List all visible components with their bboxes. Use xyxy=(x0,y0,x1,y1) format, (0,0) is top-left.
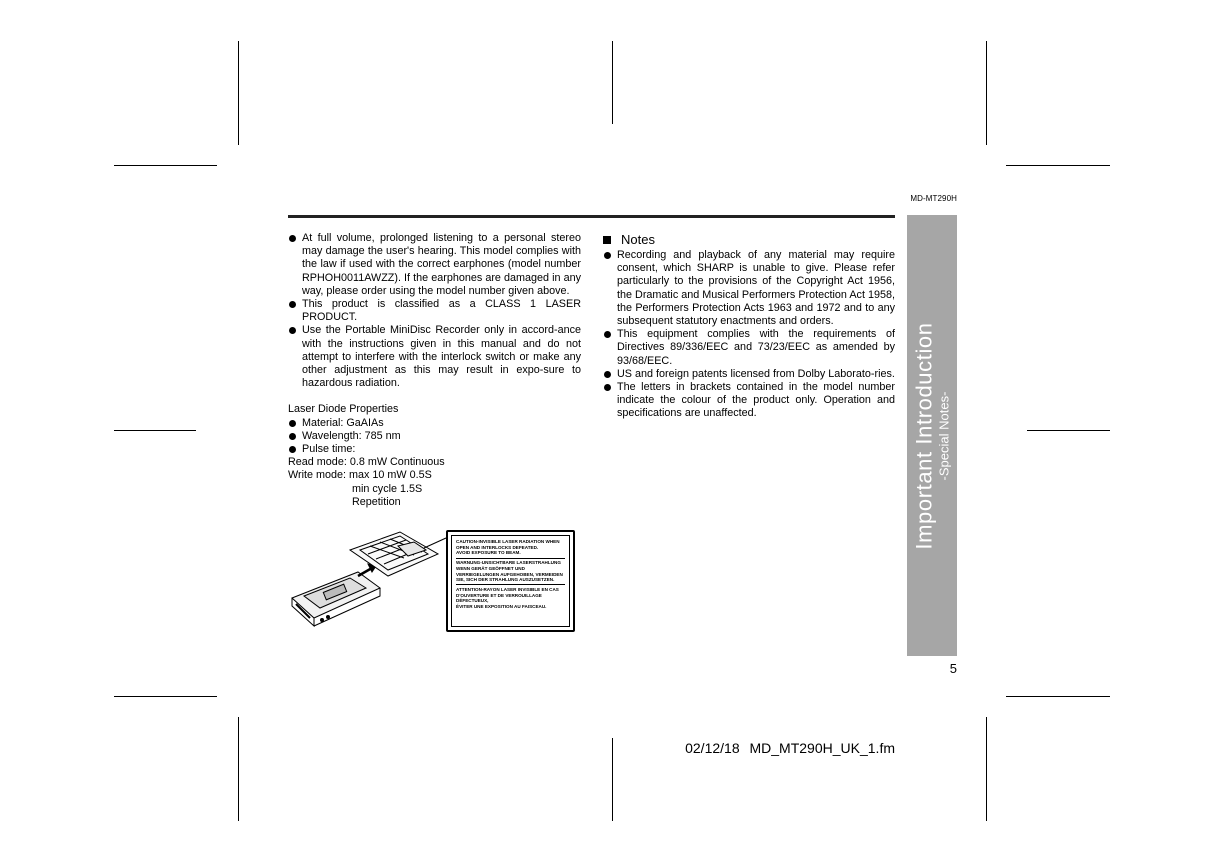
write-mode: Write mode: max 10 mW 0.5S xyxy=(288,469,432,482)
list-item: The letters in brackets contained in the model number indicate the colour of the product only. Operation and specifications are unaffected. xyxy=(603,381,895,421)
crop-mark xyxy=(114,430,196,431)
section-sidebar xyxy=(907,215,957,656)
notes-list xyxy=(603,249,895,421)
left-column xyxy=(288,232,581,509)
crop-mark xyxy=(114,165,217,166)
crop-mark xyxy=(1006,165,1110,166)
list-item: Use the Portable MiniDisc Recorder only in accord-ance with the instructions given in this manual and do not attempt to interfere with the interlock switch or make any other adjustment as this may result in expo-sure to hazardous radiation. xyxy=(288,324,581,390)
list-item: At full volume, prolonged listening to a personal stereo may damage the user's hearing. This model complies with the law if used with the correct earphones (model number RPHOH0011AWZZ). If the earphones are damaged in any way, please order using the model number given above. xyxy=(288,232,581,298)
crop-mark xyxy=(1006,696,1110,697)
list-item: Wavelength: 785 nm xyxy=(288,430,581,443)
list-item: This product is classified as a CLASS 1 LASER PRODUCT. xyxy=(288,298,581,324)
laser-properties-list xyxy=(288,417,581,457)
sidebar-subtitle: -Special Notes- xyxy=(936,391,952,480)
crop-mark xyxy=(612,41,613,124)
list-item: US and foreign patents licensed from Dolby Laborato-ries. xyxy=(603,368,895,381)
crop-mark xyxy=(986,41,987,145)
caution-german: WARNUNG-UNSICHTBARE LASERSTRAHLUNG WENN GERÄT GEÖFFNET UND VERRIEGELUNGEN AUFGEHOBEN, VERMEIDEN SIE, SICH DER STRAHLUNG AUSZUSETZEN. xyxy=(456,560,563,583)
crop-mark xyxy=(114,696,217,697)
square-bullet-icon xyxy=(603,236,611,244)
minidisc-recorder-illustration xyxy=(288,528,448,632)
footer-filename: MD_MT290H_UK_1.fm xyxy=(749,740,895,756)
caution-french-avoid: ÉVITER UNE EXPOSITION AU FAISCEAU. xyxy=(456,604,547,610)
crop-mark xyxy=(238,717,239,821)
list-item: This equipment complies with the requirements of Directives 89/336/EEC and 73/23/EEC as amended by 93/68/EEC. xyxy=(603,328,895,368)
crop-mark xyxy=(986,717,987,821)
page-number: 5 xyxy=(949,661,957,676)
safety-list xyxy=(288,232,581,390)
footer xyxy=(600,740,895,756)
notes-heading xyxy=(603,232,895,247)
crop-mark xyxy=(238,41,239,145)
list-item: Recording and playback of any material may require consent, which SHARP is unable to give. Please refer particularly to the provisions of the Copyright Act 1956, the Dramatic and Musical Performers Protection Act 1958, the Performers Protection Acts 1963 and 1972 and to any subsequent statutory enactments and orders. xyxy=(603,249,895,328)
model-number: MD-MT290H xyxy=(910,194,957,203)
sidebar-title: Important Introduction xyxy=(911,321,937,550)
footer-date: 02/12/18 xyxy=(685,740,740,756)
laser-properties-title: Laser Diode Properties xyxy=(288,403,399,416)
header-rule xyxy=(288,215,895,218)
read-mode: Read mode: 0.8 mW Continuous xyxy=(288,456,445,469)
list-item: Pulse time: xyxy=(288,443,581,456)
crop-mark xyxy=(1027,430,1110,431)
right-column xyxy=(603,232,895,421)
caution-french: ATTENTION-RAYON LASER INVISIBLE EN CAS D'OUVERTURE ET DE VERROUILLAGE DÉFECTUEUX, xyxy=(456,586,559,604)
caution-english-avoid: AVOID EXPOSURE TO BEAM. xyxy=(456,550,521,556)
write-cycle: min cycle 1.5S xyxy=(352,482,423,495)
list-item: Material: GaAIAs xyxy=(288,417,581,430)
notes-heading-text: Notes xyxy=(621,232,655,247)
write-repetition: Repetition xyxy=(352,495,401,508)
caution-english: CAUTION-INVISIBLE LASER RADIATION WHEN OPEN AND INTERLOCKS DEFEATED. xyxy=(456,539,560,550)
laser-label-figure xyxy=(288,528,575,632)
caution-label xyxy=(446,530,575,632)
